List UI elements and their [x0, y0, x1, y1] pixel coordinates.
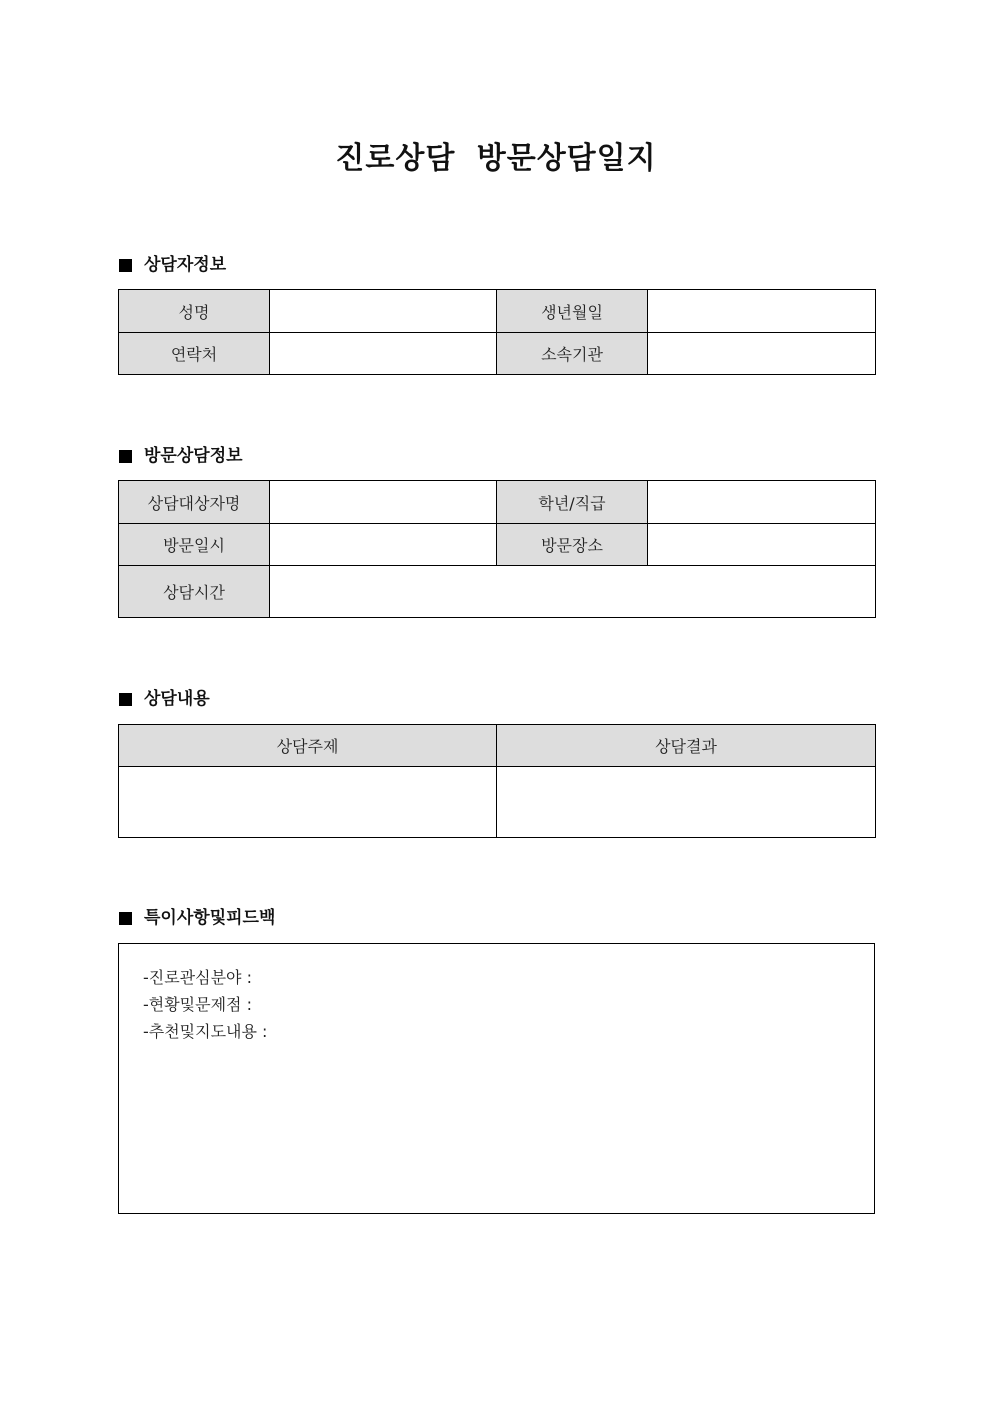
name-label: 성명 — [119, 290, 270, 333]
visit-place-label: 방문장소 — [497, 524, 648, 566]
square-bullet-icon — [119, 450, 132, 463]
recommendations-line: -추천및지도내용 : — [143, 1022, 268, 1041]
result-column-header: 상담결과 — [497, 725, 876, 767]
name-field[interactable] — [270, 290, 497, 333]
contact-label: 연락처 — [119, 333, 270, 375]
duration-label: 상담시간 — [119, 566, 270, 618]
grade-position-label: 학년/직급 — [497, 481, 648, 524]
notes-heading-text: 특이사항및피드백 — [144, 908, 276, 928]
content-heading-text: 상담내용 — [144, 689, 210, 709]
square-bullet-icon — [119, 693, 132, 706]
target-name-field[interactable] — [270, 481, 497, 524]
document-title: 진로상담 방문상담일지 — [335, 141, 657, 176]
counselor-info-heading — [119, 254, 226, 276]
content-heading — [119, 688, 210, 710]
grade-position-field[interactable] — [648, 481, 876, 524]
topic-column-header: 상담주제 — [119, 725, 497, 767]
topic-field[interactable] — [119, 767, 497, 838]
contact-field[interactable] — [270, 333, 497, 375]
visit-info-table — [118, 480, 876, 618]
visit-info-heading-text: 방문상담정보 — [144, 446, 243, 466]
square-bullet-icon — [119, 259, 132, 272]
visit-info-heading — [119, 445, 243, 467]
notes-lines — [143, 964, 267, 1045]
birthdate-label: 생년월일 — [497, 290, 648, 333]
counselor-info-table — [118, 289, 876, 375]
square-bullet-icon — [119, 912, 132, 925]
duration-field[interactable] — [270, 566, 876, 618]
current-issues-line: -현황및문제점 : — [143, 995, 252, 1014]
affiliation-label: 소속기관 — [497, 333, 648, 375]
target-name-label: 상담대상자명 — [119, 481, 270, 524]
visit-datetime-label: 방문일시 — [119, 524, 270, 566]
content-table — [118, 724, 876, 838]
notes-heading — [119, 907, 275, 929]
result-field[interactable] — [497, 767, 876, 838]
affiliation-field[interactable] — [648, 333, 876, 375]
counselor-info-heading-text: 상담자정보 — [144, 255, 227, 275]
birthdate-field[interactable] — [648, 290, 876, 333]
visit-place-field[interactable] — [648, 524, 876, 566]
visit-datetime-field[interactable] — [270, 524, 497, 566]
notes-box[interactable] — [118, 943, 875, 1214]
career-interest-line: -진로관심분야 : — [143, 968, 252, 987]
